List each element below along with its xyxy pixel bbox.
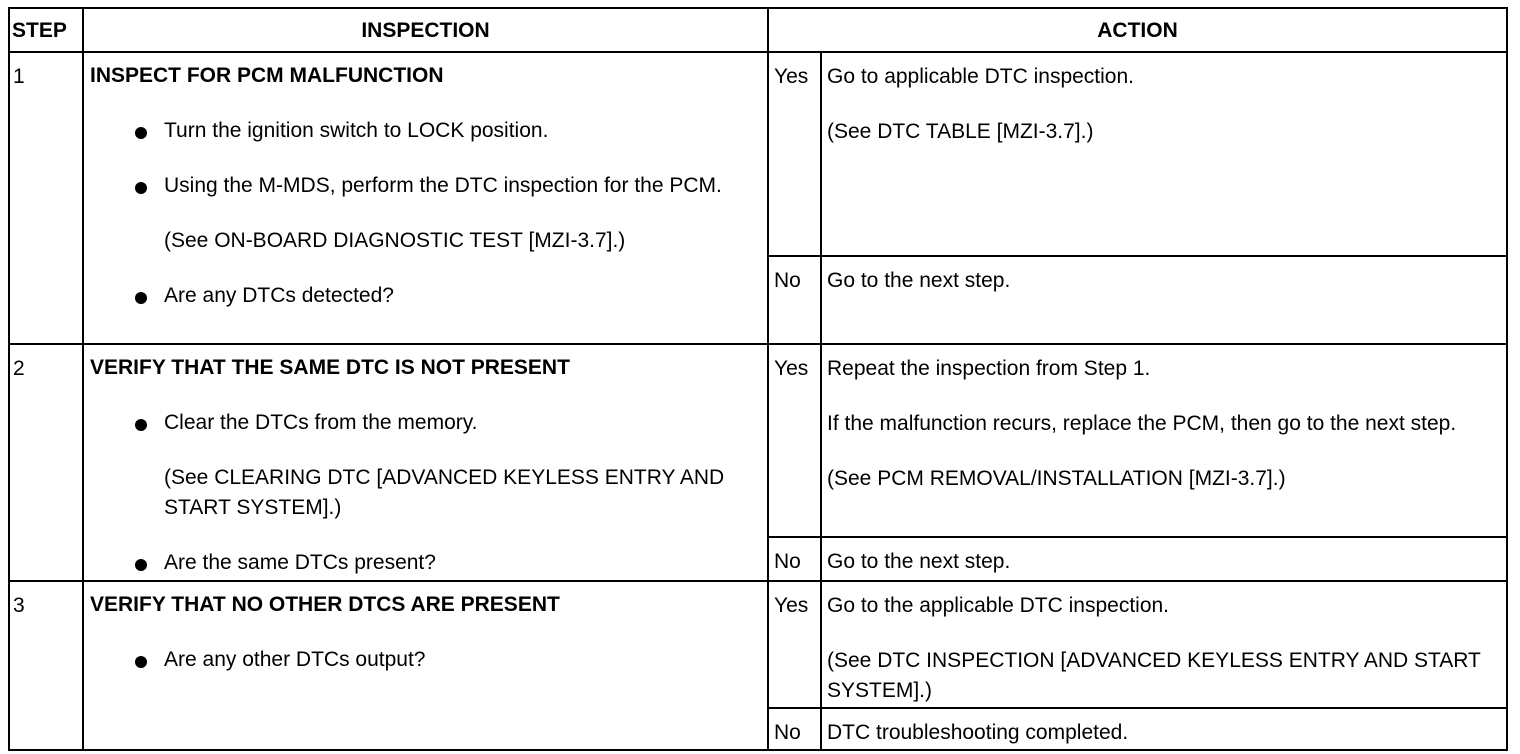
step-number: 2 — [9, 344, 83, 581]
bullet-text: Turn the ignition switch to LOCK position. — [164, 119, 549, 142]
action-text: Go to applicable DTC inspection. — [827, 65, 1134, 88]
header-inspection: INSPECTION — [83, 8, 768, 52]
bullet-text: Are any other DTCs output? — [164, 648, 426, 671]
table-row-step-3-yes — [9, 581, 1507, 708]
inspection-bullet-item — [90, 281, 767, 311]
action-text: DTC troubleshooting completed. — [827, 721, 1129, 744]
action-text: (See DTC TABLE [MZI-3.7].) — [827, 120, 1094, 143]
yes-label: Yes — [768, 581, 821, 708]
bullet-text: Clear the DTCs from the memory. — [164, 411, 478, 434]
action-text: (See PCM REMOVAL/INSTALLATION [MZI-3.7].) — [827, 467, 1286, 490]
inspection-cell — [83, 581, 768, 750]
bullet-icon — [135, 559, 147, 571]
bullet-icon — [135, 656, 147, 668]
action-text: Go to the next step. — [827, 550, 1011, 573]
no-label: No — [768, 708, 821, 750]
bullet-icon — [135, 419, 147, 431]
inspection-cell — [83, 344, 768, 581]
header-row — [9, 8, 1507, 52]
no-action-cell — [821, 537, 1507, 581]
action-text: Repeat the inspection from Step 1. — [827, 357, 1151, 380]
inspection-bullet-item — [90, 171, 767, 201]
step-number: 3 — [9, 581, 83, 750]
yes-action-cell — [821, 344, 1507, 537]
header-action: ACTION — [768, 8, 1507, 52]
inspection-bullet-item — [90, 408, 767, 438]
inspection-cell — [83, 52, 768, 344]
table-row-step-2-yes — [9, 344, 1507, 537]
action-text: Go to the next step. — [827, 269, 1011, 292]
bullet-icon — [135, 182, 147, 194]
no-action-cell — [821, 256, 1507, 344]
action-text: If the malfunction recurs, replace the PCM, then go to the next step. — [827, 412, 1457, 435]
reference-note: (See CLEARING DTC [ADVANCED KEYLESS ENTRY AND START SYSTEM].) — [164, 466, 725, 519]
table-row-step-1-yes — [9, 52, 1507, 256]
dtc-troubleshooting-table — [8, 7, 1508, 751]
yes-action-cell — [821, 581, 1507, 708]
no-label: No — [768, 256, 821, 344]
no-label: No — [768, 537, 821, 581]
step-number: 1 — [9, 52, 83, 344]
bullet-text: Are any DTCs detected? — [164, 284, 394, 307]
inspection-title: INSPECT FOR PCM MALFUNCTION — [90, 64, 444, 87]
yes-label: Yes — [768, 344, 821, 537]
reference-note: (See ON-BOARD DIAGNOSTIC TEST [MZI-3.7].) — [164, 229, 626, 252]
bullet-icon — [135, 292, 147, 304]
yes-action-cell — [821, 52, 1507, 256]
header-step: STEP — [9, 8, 83, 52]
bullet-text: Using the M-MDS, perform the DTC inspection for the PCM. — [164, 174, 722, 197]
inspection-title: VERIFY THAT NO OTHER DTCS ARE PRESENT — [90, 593, 560, 616]
bullet-icon — [135, 127, 147, 139]
action-text: Go to the applicable DTC inspection. — [827, 594, 1170, 617]
inspection-bullet-item — [90, 116, 767, 146]
yes-label: Yes — [768, 52, 821, 256]
inspection-bullet-item — [90, 645, 767, 675]
table-body — [9, 52, 1507, 750]
inspection-title: VERIFY THAT THE SAME DTC IS NOT PRESENT — [90, 356, 570, 379]
no-action-cell — [821, 708, 1507, 750]
bullet-text: Are the same DTCs present? — [164, 551, 436, 574]
action-text: (See DTC INSPECTION [ADVANCED KEYLESS ENTRY AND START SYSTEM].) — [827, 649, 1481, 702]
inspection-bullet-item — [90, 548, 767, 578]
